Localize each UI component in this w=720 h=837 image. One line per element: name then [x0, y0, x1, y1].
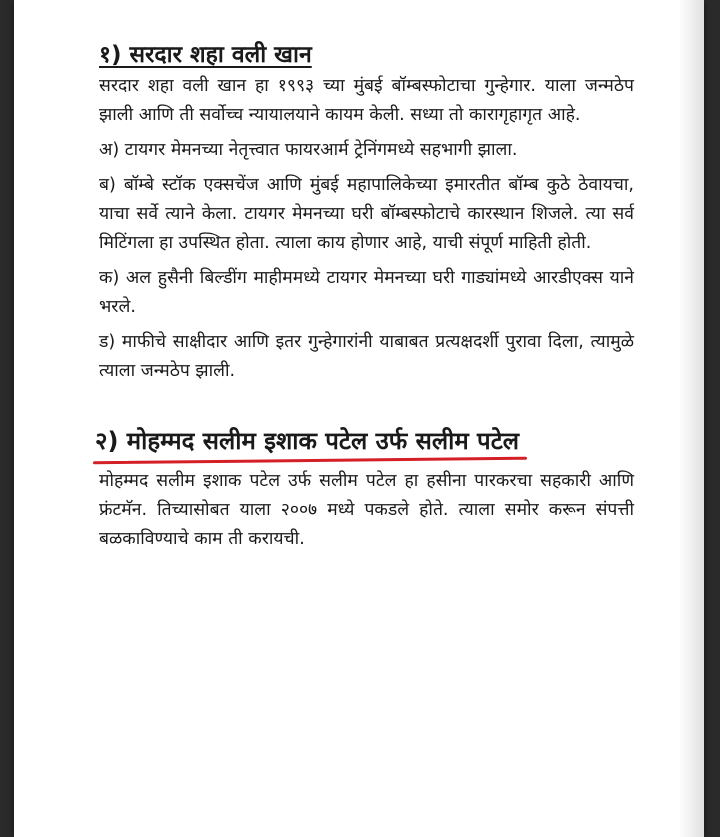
section-1-point-d: ड) माफीचे साक्षीदार आणि इतर गुन्हेगारांनी याबाबत प्रत्यक्षदर्शी पुरावा दिला, त्यामुळे त्याला जन्मठेप झाली. [99, 332, 634, 381]
section-1-point-a: अ) टायगर मेमनच्या नेतृत्त्वात फायरआर्म ट्रेनिंगमध्ये सहभागी झाला. [99, 140, 518, 160]
document-content [95, 38, 634, 560]
section-1-point-b: ब) बॉम्बे स्टॉक एक्सचेंज आणि मुंबई महापालिकेच्या इमारतीत बॉम्ब कुठे ठेवायचा, याचा सर्वे त्याने केला. टायगर मेमनच्या घरी बॉम्बस्फोटाचे कारस्थान शिजले. त्या सर्व मिटिंगला हा उपस्थित होता. त्याला काय होणार आहे, याची संपूर्ण माहिती होती. [99, 175, 634, 253]
section-1-heading: १) सरदार शहा वली खान [99, 42, 312, 68]
section-2-heading [95, 424, 519, 458]
section-1-intro: सरदार शहा वली खान हा १९९३ च्या मुंबई बॉम्बस्फोटाचा गुन्हेगार. याला जन्मठेप झाली आणि ती सर्वोच्च न्यायालयाने कायम केली. सध्या तो कारागृहागृत आहे. [99, 76, 634, 125]
section-2-paragraph: मोहम्मद सलीम इशाक पटेल उर्फ सलीम पटेल हा हसीना पारकरचा सहकारी आणि फ्रंटमॅन. तिच्यासोबत याला २००७ मध्ये पकडले होते. त्याला समोर करून संपत्ती बळकाविण्याचे काम ती करायची. [99, 471, 634, 549]
section-1 [99, 38, 634, 386]
section-2 [95, 424, 634, 554]
section-2-heading-text: २) मोहम्मद सलीम इशाक पटेल उर्फ सलीम पटेल [95, 427, 520, 455]
document-page [14, 0, 704, 837]
section-1-point-c: क) अल हुसैनी बिल्डींग माहीममध्ये टायगर मेमनच्या घरी गाड्यांमध्ये आरडीएक्स याने भरले. [99, 268, 634, 317]
red-underline-annotation [93, 457, 527, 465]
